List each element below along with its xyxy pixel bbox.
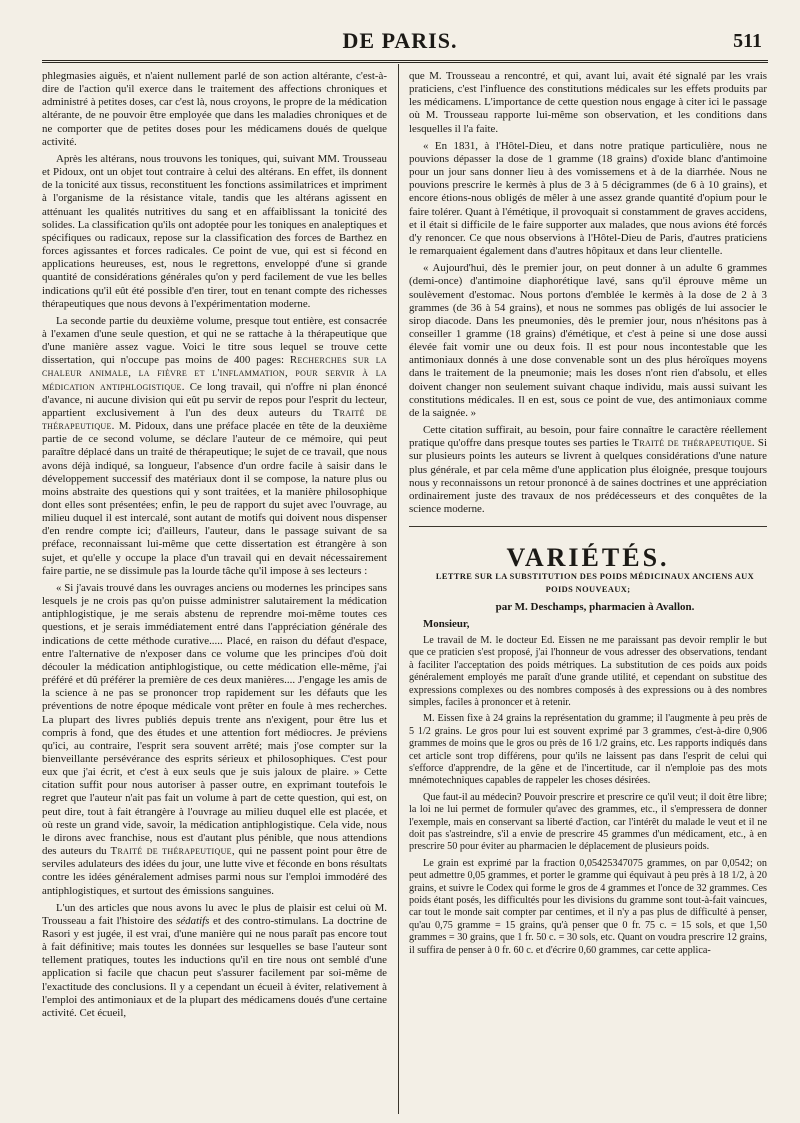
page-header bbox=[0, 24, 800, 58]
paragraph: que M. Trousseau a rencontré, et qui, avant lui, avait été signalé par les vrais praticiens, c'est l'influence des constitutions médicales sur les effets produits par les médicamens. L'importance de cette question nous engage à citer ici le passage où M. Trousseau rapporte lui-même son observation, et les conditions dans lesquelles il l'a faite. bbox=[409, 70, 767, 135]
text-run: Ce long travail, qui n'offre ni plan énoncé d'avance, ni aucune division qui eût pu servir de repos pour l'esprit du lecteur, appartient exclusivement à l'un des deux auteurs du bbox=[42, 380, 387, 419]
paragraph bbox=[409, 424, 767, 516]
book-title: Traité de thérapeutique. bbox=[42, 406, 387, 433]
text-run: « Si j'avais trouvé dans les ouvrages anciens ou modernes les principes sans lesquels je ne crois pas qu'on puisse administrer salutairement la médication antiphlogistique, je me serais abstenu de reprendre moi-même toutes ces questions, et je serais immédiatement entré dans l'appréciation générale des indications de cette méthode curative..... Placé, en raison du défaut d'espace, entre l'alternative de n'exposer dans ce volume que les principes d'où doit découler la médication antiphlogistique, ou cette médication elle-même, j'ai préféré et dû préférer la première de ces deux manières.... J'engage les amis de la science à ne pas se prononcer trop rapidement sur les défauts que les préventions de notre époque médicale vont prêter en foule à mes recherches. La plupart des livres publiés depuis trente ans n'exigent, pour être lus et compris à fond, que des études et une attention fort médiocres. Je préviens qu'ici, au contraire, l'esprit sera souvent arrêté; mais j'ose compter sur la bienveillante persévérance des esprits sérieux et philosophiques. C'est pour eux que j'ai écrit, et c'est à eux seuls que je suis jaloux de plaire. » Cette citation suffit pour nous autoriser à passer outre, en exprimant toutefois le regret que l'auteur n'ait pas fait un volume à part de cette question, qui est, on peut dire, tout à fait étrangère à l'ouvrage au milieu duquel elle est placée, et où reste un grand vide, savoir, la médication antiphlogistique. Cela vide, nous le dirons avec franchise, nous est d'autant plus pénible, que nous attendions des auteurs du bbox=[42, 581, 387, 858]
quotation: « En 1831, à l'Hôtel-Dieu, et dans notre pratique particulière, nous ne pouvions dépasser la dose de 1 gramme (18 grains) d'oxide blanc d'antimoine pour un jour sans donner lieu à des vomissemens et à de la diarrhée. Nous ne pouvions prescrire le kermès à plus de 3 à 5 décigrammes (de 6 à 10 grains), et encore étions-nous obligés de mêler à une assez grande quantité d'opium pour le faire tolérer. Quant à l'émétique, il provoquait si constamment de graves accidens, et il était si difficile de le faire supporter aux malades, que nous avions été forcés d'y renoncer. Ce que nous observions à l'Hôtel-Dieu de Paris, d'autres praticiens le remarquaient également dans d'autres hôpitaux et dans leur clientelle. bbox=[409, 139, 767, 258]
section-rule bbox=[409, 526, 767, 527]
text-run: , qui ne passent point pour être de serviles adulateurs des idées du jour, une lutte vive et féconde en bons résultats contre les idées généralement admises parmi nous sur l'emploi immodéré des antiphlogistiques, et surtout des émissions sanguines. bbox=[42, 845, 387, 897]
text-run: Cette citation suffirait, au besoin, pour faire connaître le caractère réellement pratique qu'offre dans presque toutes ses parties le bbox=[409, 424, 767, 450]
left-column bbox=[42, 70, 387, 1110]
column-separator bbox=[398, 64, 399, 1114]
paragraph: Le travail de M. le docteur Ed. Eissen ne me paraissant pas devoir remplir le but que ce praticien s'est proposé, j'ai l'honneur de vous adresser des observations, tendant à faciliter l'acceptation des poids métriques. La substitution de ces poids aux poids généralement employés me paraît d'une grande utilité, et cependant on substitue des expressions complexes ou des nombres composés à des expressions ou à des nombres simples, faciles à prononcer et à retenir. bbox=[409, 634, 767, 708]
paragraph: M. Eissen fixe à 24 grains la représentation du gramme; il l'augmente à peu près de 5 1/2 grains. Le gros pour lui est souvent exprimé par 3 grammes, c'est-à-dire 0,906 grammes de moins que le gros ou près de 16 1/2 grains, etc. Les rapports indiqués dans cet article sont trop différens, pour qu'ils ne laissent pas dans l'esprit de celui qui s'efforce d'apprendre, de la gêne et de l'incertitude, car il n'emploie pas des mots mnémotechniques capables de rappeler les choses désirées. bbox=[409, 713, 767, 787]
section-title: VARIÉTÉS. bbox=[506, 543, 670, 573]
letter-title: LETTRE SUR LA SUBSTITUTION DES POIDS MÉDICINAUX ANCIENS AUX POIDS NOUVEAUX; bbox=[435, 572, 755, 595]
text-run: Si sur plusieurs points les auteurs se livrent à quelques considérations d'une nature plus générale, et par cela même d'une application plus éloignée, presque toujours nous y reconnaissons un retour prononcé à de saines doctrines et une appréciation ordinairement juste des travaux de nos prédécesseurs et des conquêtes de la science moderne. bbox=[409, 437, 767, 515]
italic-term: sédatifs bbox=[176, 914, 210, 927]
right-column bbox=[409, 70, 767, 1110]
header-rule bbox=[42, 60, 768, 63]
page-number: 511 bbox=[733, 30, 762, 52]
salutation: Monsieur, bbox=[423, 617, 470, 630]
text-run: et des contro-stimulans. La doctrine de Rasori y est jugée, il est vrai, d'une manière qui ne nous paraît pas encore tout à fait définitive; mais toutes les données sur lesquelles se base l'auteur sont tellement pratiques, toutes les inductions qu'il en tire nous ont semblé d'une application si facile que chacun peut s'assurer facilement par soi-même de l'exactitude des conclusions. Il y a cependant un écueil à éviter, relativement à l'emploi des antimoniaux et de la plupart des médicamens doués d'une certaine activité. Cet écueil, bbox=[42, 914, 387, 1019]
book-title: Traité de thérapeutique bbox=[110, 845, 232, 858]
paragraph: phlegmasies aiguës, et n'aient nullement parlé de son action altérante, c'est-à-dire de l'action qu'il exerce dans le traitement des affections chroniques et administré à petites doses, car c'est là, nous croyons, le propre de la médication altérante, de ne pouvoir être employée que dans les maladies chroniques et de ne comporter que de petites doses pour les médicamens doués de quelque activité. bbox=[42, 70, 387, 148]
quotation: « Aujourd'hui, dès le premier jour, on peut donner à un adulte 6 grammes (demi-once) d'antimoine diaphorétique lavé, sans qu'il éprouve même un soulèvement d'estomac. Nous portons d'emblée le kermès à la dose de 2 à 3 grammes (de 36 à 54 grains), et nous ne sommes pas obligés de lui associer le sirop diacode. Dans les pneumonies, dès le premier jour, nous n'hésitons pas à conseiller 1 gramme (18 grains) d'émétique, et c'est à peine si une dose aussi élevée fait vomir une ou deux fois. Il est pour nous incontestable que les antimoniaux donnés à une dose convenable sont un des plus héroïques moyens dans le traitement de la pneumonie; mais les doses n'ont rien d'absolu, et elles doivent changer non seulement suivant chaque individu, mais aussi suivant les constitutions médicales. Il en est, sous ce point de vue, des antimoniaux comme de la saignée. » bbox=[409, 262, 767, 419]
text-run: La seconde partie du deuxième volume, presque tout entière, est consacrée à l'examen d'une seule question, et qui ne se rattache à la thérapeutique que d'une manière assez vague. Voici le titre sous lequel se trouve cette dissertation, qui n'occupe pas moins de 400 pages: bbox=[42, 314, 387, 367]
text-run: L'un des articles que nous avons lu avec le plus de plaisir est celui où M. Trousseau a fait l'histoire des bbox=[42, 901, 387, 927]
paragraph: Après les altérans, nous trouvons les toniques, qui, suivant MM. Trousseau et Pidoux, ont un objet tout contraire à celui des altérans. En effet, ils donnent de la tonicité aux tissus, reconstituent les fonctions assimilatrices et impriment à l'organisme de la résistance vitale, tandis que les altérans agissent en atténuant les qualités nutritives du sang et en affaiblissant la tonicité des solides. La classification qu'ils ont adoptée pour les toniques en analeptiques et spécifiques ou radicaux, repose sur la classification des forces de Barthez en forces agissantes et forces radicales. Ce point de vue, qui est si fécond en applications heureuses, est, nous le regrettons, enveloppé d'une si grande quantité de considérations générales qu'on y perd facilement de vue les belles indications qu'il eût été possible d'en tirer, tout en tenant compte des richesses thérapeutiques que nous devons à l'expérimentation moderne. bbox=[42, 152, 387, 310]
paragraph: Le grain est exprimé par la fraction 0,05425347075 grammes, on par 0,0542; on peut admettre 0,05 grammes, et porter le gramme qui équivaut à peu près à 18 1/2, à 20 grains, et suivre le Codex qui forme le gros de 4 grammes et l'once de 32 grammes. Ces poids étant posés, les difficultés pour les divisions du gramme sont tout-à-fait vaincues, car tout le monde sait compter par centimes, et il n'y a pas plus de difficulté à penser, qu'au 0,75 gramme = 15 grains, qu'à penser que 0 fr. 75 c. = 15 sols, et que 1,50 grammes = 30 grains, que 1 fr. 50 c. = 30 sols, etc. Quant on voudra prescrire 12 grains, il suffira de penser à 0 fr. 60 c. et d'écrire 0,60 grammes, car cette applica- bbox=[409, 857, 767, 956]
quotation bbox=[42, 582, 387, 898]
text-run: M. Pidoux, dans une préface placée en tête de la deuxième partie de ce second volume, se déclare l'auteur de ce mémoire, qui peut paraître déplacé dans un traité de thérapeutique; le sujet de ce travail, que nous avons déjà indiqué, sa longueur, l'absence d'un ordre facile à saisir dans le développement successif des matériaux dont il se compose, la nature plus ou moins abstraite des questions qui y sont traitées, et la manière philosophique dont elles sont présentées; enfin, le peu de rapport du sujet avec l'ouvrage, au milieu duquel il est intercalé, sont autant de motifs qui doivent nous dispenser d'en rendre compte ici; d'ailleurs, l'auteur, dans le passage suivant de sa préface, reconnaissant lui-même que cette dissertation est étrangère à son sujet, et qu'elle y occupe la place d'un travail qui en devait nécessairement faire partie, ne se dissimule pas la lourde tâche qu'il impose à ses lecteurs : bbox=[42, 420, 387, 577]
paragraph bbox=[42, 902, 387, 1020]
running-title: DE PARIS. bbox=[342, 28, 458, 53]
paragraph bbox=[42, 315, 387, 578]
book-title: Recherches sur la chaleur animale, la fièvre et l'inflammation, pour servir à la médication antiphlogistique. bbox=[42, 354, 387, 393]
paragraph: Que faut-il au médecin? Pouvoir prescrire et prescrire ce qu'il veut; il doit être libre; la loi ne lui permet de formuler qu'avec des grammes, etc., il s'empressera de donner l'exemple, mais en conservant sa liberté d'action, car l'intérêt du malade le veut et il ne doit pas s'astreindre, s'il a envie de prescrire 45 grammes d'un médicament, etc., à en prescrire 50 pour éviter au pharmacien le déplacement de plusieurs poids. bbox=[409, 791, 767, 853]
book-title: Traité de thérapeutique. bbox=[632, 437, 755, 450]
letter-byline: par M. Deschamps, pharmacien à Avallon. bbox=[495, 600, 695, 613]
